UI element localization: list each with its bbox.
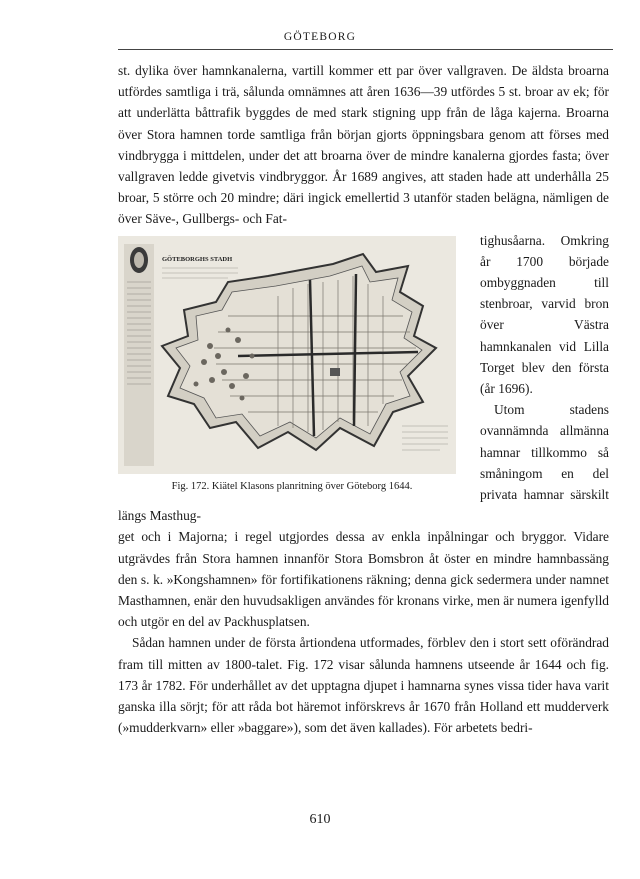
figure-172	[118, 236, 466, 496]
figure-caption: Fig. 172. Kiätel Klasons planritning över Göteborg 1644.	[171, 480, 413, 492]
paragraph-2: Utom stadens ovannämnda allmänna hamnar tillkommo så småningom en del privata hamnar särskilt längs Masthug-	[118, 402, 609, 524]
page-number: 610	[309, 812, 331, 827]
paragraph-1: st. dylika över hamnkanalerna, vartill kommer ett par över vallgraven. De äldsta broarna utfördes samtliga i trä, sålunda omnämnes att åren 1636—39 utfördes 5 st. broar av ek; för att underlätta båttrafik byggdes de med stark stigning upp från de låga kajerna. Broarna över Stora hamnen torde samtliga från början gjorts öppningsbara genom att förses med vindbrygga i mittdelen, under det att broarna över de mindre kanalerna gjordes fasta; över vallgraven ledde givetvis vindbryggor. År 1689 angives, att staden hade att underhålla 25 broar, 5 större och 20 mindre; däri ingick emellertid 3 utanför staden belägna, nämligen de över Säve-, Gullbergs- och Fat-	[118, 63, 609, 227]
header-rule	[118, 49, 613, 50]
city-plan-map-image	[118, 236, 456, 474]
body-text	[118, 60, 609, 739]
paragraph-1-continued: tighusåarna. Omkring år 1700 började ombyggnaden till stenbroar, varvid bron över Västra hamnkanalen vid Lilla Torget blev den första (år 1696).	[480, 232, 609, 397]
running-title: GÖTEBORG	[283, 31, 357, 43]
paragraph-2-continued: get och i Majorna; i regel utgjordes dessa av enkla inpålningar och bryggor. Vidare utgrävdes från Stora hamnen innanför Stora Bomsbron åt öster en mindre hamnbassäng den s. k. »Kongshamnen» för fortifikationens räkning; denna gick sedermera under namnet Masthamnen, enär den huvudsakligen användes för kronans virke, men är numera igenfylld och utgör en del av Packhusplatsen.	[118, 529, 609, 630]
map-title: GÖTEBORGHS STADH	[162, 255, 233, 263]
paragraph-3: Sådan hamnen under de första årtiondena utformades, förblev den i stort sett oförändrad fram till mitten av 1800-talet. Fig. 172 visar sålunda hamnens utseende år 1644 och fig. 173 år 1782. För underhållet av det upptagna djupet i hamnarna synes vissa tider hava varit ganska illa sörjt; för att råda bot häremot införskrevs år 1670 från Holland ett mudderverk (»mudderkvarn» eller »baggare»), som det även kallades). För arbetets bedri-	[118, 635, 609, 736]
